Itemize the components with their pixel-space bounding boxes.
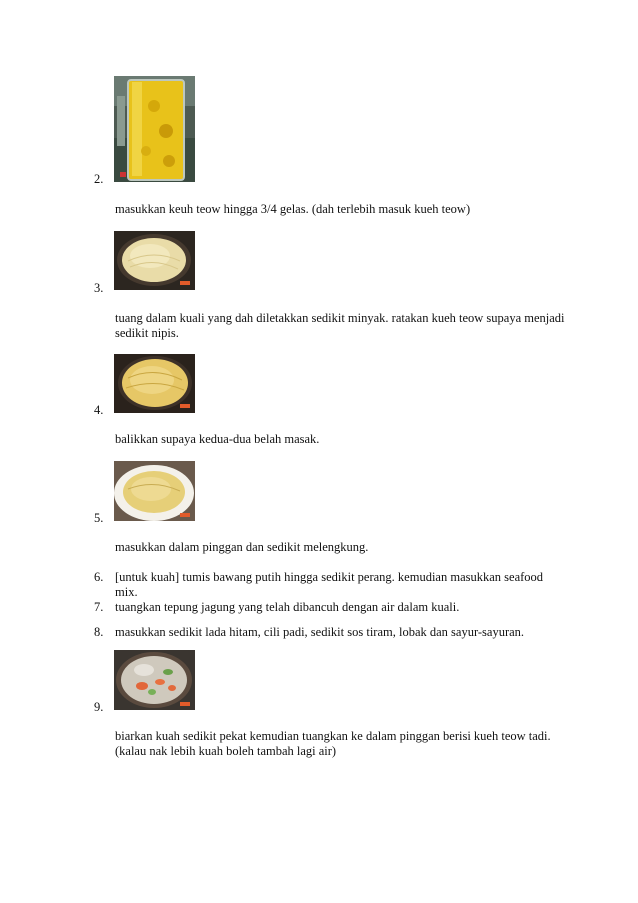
step-number: 8. xyxy=(94,625,104,639)
step-number: 9. xyxy=(94,700,104,714)
step-number: 4. xyxy=(94,403,104,417)
soup-with-vegetables-photo xyxy=(114,650,195,710)
step-number: 6. xyxy=(94,570,104,584)
step-number: 7. xyxy=(94,600,104,614)
flipped-kueh-teow-photo xyxy=(114,354,195,413)
step-text: tuangkan tepung jagung yang telah dibancuh dengan air dalam kuali. xyxy=(115,600,460,614)
step-text: tuang dalam kuali yang dah diletakkan sedikit minyak. ratakan kueh teow supaya menjadi sedikit nipis. xyxy=(115,311,565,340)
step-text: masukkan dalam pinggan dan sedikit melengkung. xyxy=(115,540,369,554)
step-number: 3. xyxy=(94,281,104,295)
kueh-teow-on-plate-photo xyxy=(114,461,195,521)
step-text: masukkan sedikit lada hitam, cili padi, sedikit sos tiram, lobak dan sayur-sayuran. xyxy=(115,625,525,639)
step-text: biarkan kuah sedikit pekat kemudian tuangkan ke dalam pinggan berisi kueh teow tadi. (kalau nak lebih kuah boleh tambah lagi air) xyxy=(115,729,551,758)
step-text: balikkan supaya kedua-dua belah masak. xyxy=(115,432,320,446)
step-text: [untuk kuah] tumis bawang putih hingga sedikit perang. kemudian masukkan seafood mix. xyxy=(115,570,544,599)
kueh-teow-in-wok-photo xyxy=(114,231,195,290)
step-number: 2. xyxy=(94,172,104,186)
step-number: 5. xyxy=(94,511,104,525)
glass-of-kueh-teow-photo xyxy=(114,76,195,182)
step-text: masukkan keuh teow hingga 3/4 gelas. (dah terlebih masuk kueh teow) xyxy=(115,202,471,216)
